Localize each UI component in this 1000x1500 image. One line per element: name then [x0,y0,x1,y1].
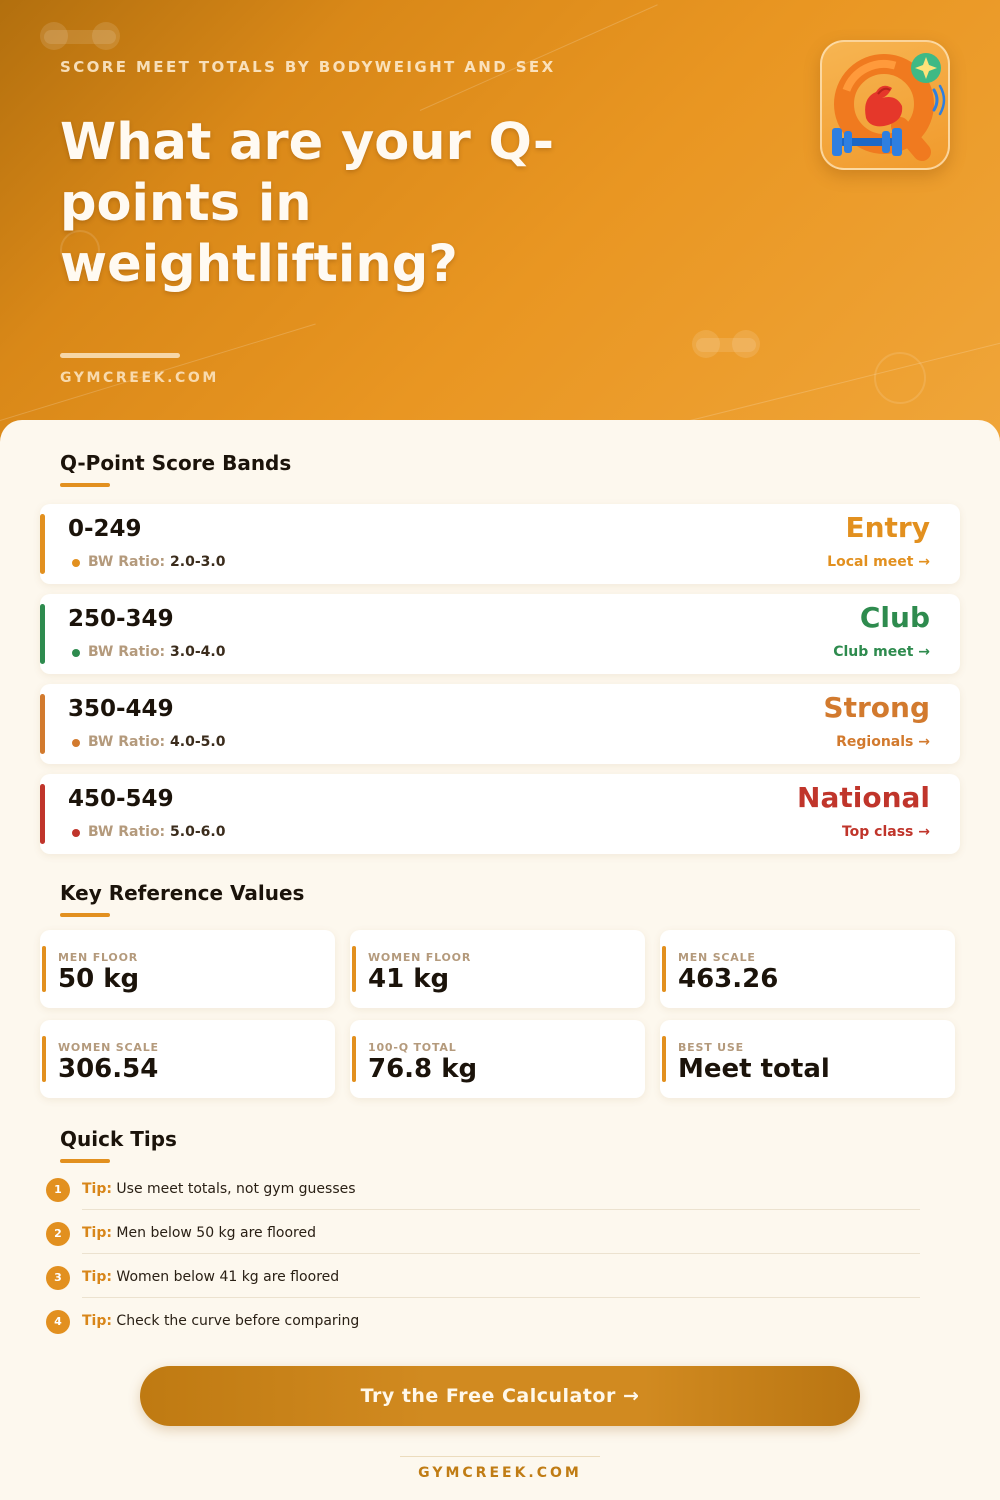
stat-key: MEN SCALE [678,951,756,964]
tip-divider [82,1209,920,1210]
tip-body: Men below 50 kg are floored [116,1225,316,1241]
band-ratio-value: 2.0-3.0 [170,554,226,570]
band-ratio-value: 4.0-5.0 [170,734,226,750]
reference-stat-card [350,1020,645,1098]
reference-stat-card [660,930,955,1008]
dumbbell-decoration-icon [696,338,756,352]
tip-text [82,1269,339,1285]
bands-section-title [60,451,291,475]
band-ratio-label: BW Ratio: [88,734,166,750]
ring-decoration-icon [874,352,926,404]
tip-prefix: Tip: [82,1313,112,1329]
tip-item [46,1222,920,1266]
band-sub-link[interactable]: Regionals → [836,734,930,750]
band-ratio [88,644,225,660]
band-dot-icon [72,649,80,657]
bands-section-title-text: Q-Point Score Bands [60,451,292,475]
tip-body: Women below 41 kg are floored [116,1269,340,1285]
band-ratio-value: 3.0-4.0 [170,644,226,660]
stat-accent-bar [42,1036,46,1082]
band-ratio-label: BW Ratio: [88,644,166,660]
band-range: 250-349 [68,606,174,632]
q-flexed-arm-dumbbell-icon [822,42,952,172]
reference-stat-card [660,1020,955,1098]
score-band-card[interactable] [40,684,960,764]
tip-text [82,1181,356,1197]
band-sub-link[interactable]: Top class → [841,824,930,840]
band-ratio-value: 5.0-6.0 [170,824,226,840]
stat-accent-bar [662,946,666,992]
stat-key: WOMEN FLOOR [368,951,472,964]
band-dot-icon [72,829,80,837]
tip-item [46,1310,920,1354]
stat-value: 41 kg [368,964,450,994]
band-label: Entry [845,511,930,544]
stat-key: BEST USE [678,1041,744,1054]
band-accent-bar [40,514,45,574]
band-dot-icon [72,739,80,747]
app-logo[interactable] [820,40,950,170]
stat-accent-bar [352,946,356,992]
title-underline [60,353,180,358]
stat-accent-bar [662,1036,666,1082]
band-ratio [88,824,225,840]
stat-value: 76.8 kg [368,1054,478,1084]
tips-section-title [60,1127,177,1151]
tip-text [82,1225,316,1241]
band-ratio [88,554,225,570]
band-range: 450-549 [68,786,174,812]
tip-body: Use meet totals, not gym guesses [116,1181,356,1197]
band-sub-link[interactable]: Local meet → [827,554,930,570]
band-dot-icon [72,559,80,567]
stat-key: 100-Q TOTAL [368,1041,457,1054]
reference-stat-card [350,930,645,1008]
tip-prefix: Tip: [82,1269,112,1285]
try-calculator-button[interactable]: Try the Free Calculator → [140,1366,860,1426]
tip-text [82,1313,359,1329]
tip-divider [82,1253,920,1254]
band-ratio-label: BW Ratio: [88,554,166,570]
stat-key: MEN FLOOR [58,951,138,964]
band-range: 0-249 [68,516,142,542]
band-accent-bar [40,694,45,754]
score-band-card[interactable] [40,594,960,674]
stat-accent-bar [352,1036,356,1082]
hero-header [0,0,1000,470]
score-band-card[interactable] [40,504,960,584]
footer-divider [400,1456,600,1457]
dumbbell-decoration-icon [44,30,116,44]
band-label: National [797,781,930,814]
stat-value: Meet total [678,1054,830,1084]
stat-accent-bar [42,946,46,992]
stat-value: 306.54 [58,1054,159,1084]
band-ratio-label: BW Ratio: [88,824,166,840]
tip-item [46,1266,920,1310]
reference-section-title-text: Key Reference Values [60,881,305,905]
tip-prefix: Tip: [82,1181,112,1197]
band-accent-bar [40,784,45,844]
tip-body: Check the curve before comparing [116,1313,360,1329]
tip-number-badge: 3 [46,1266,70,1290]
band-accent-bar [40,604,45,664]
tip-number-badge: 1 [46,1178,70,1202]
band-label: Strong [823,691,930,724]
band-ratio [88,734,225,750]
reference-section-title [60,881,304,905]
stat-key: WOMEN SCALE [58,1041,159,1054]
band-sub-link[interactable]: Club meet → [833,644,930,660]
band-label: Club [859,601,930,634]
band-range: 350-449 [68,696,174,722]
page-title: What are your Q-points in weightlifting? [60,113,554,294]
stat-value: 50 kg [58,964,140,994]
tip-number-badge: 4 [46,1310,70,1334]
section-title-underline [60,483,110,487]
section-title-underline [60,913,110,917]
tip-number-badge: 2 [46,1222,70,1246]
tip-item [46,1178,920,1222]
tip-prefix: Tip: [82,1225,112,1241]
tip-divider [82,1297,920,1298]
footer-site-link[interactable]: GYMCREEK.COM [418,1465,582,1481]
stat-value: 463.26 [678,964,779,994]
section-title-underline [60,1159,110,1163]
hero-site-link[interactable]: GYMCREEK.COM [60,370,219,386]
hero-eyebrow: SCORE MEET TOTALS BY BODYWEIGHT AND SEX [60,58,556,76]
reference-stat-card [40,930,335,1008]
reference-stat-card [40,1020,335,1098]
score-band-card[interactable] [40,774,960,854]
tips-section-title-text: Quick Tips [60,1127,177,1151]
